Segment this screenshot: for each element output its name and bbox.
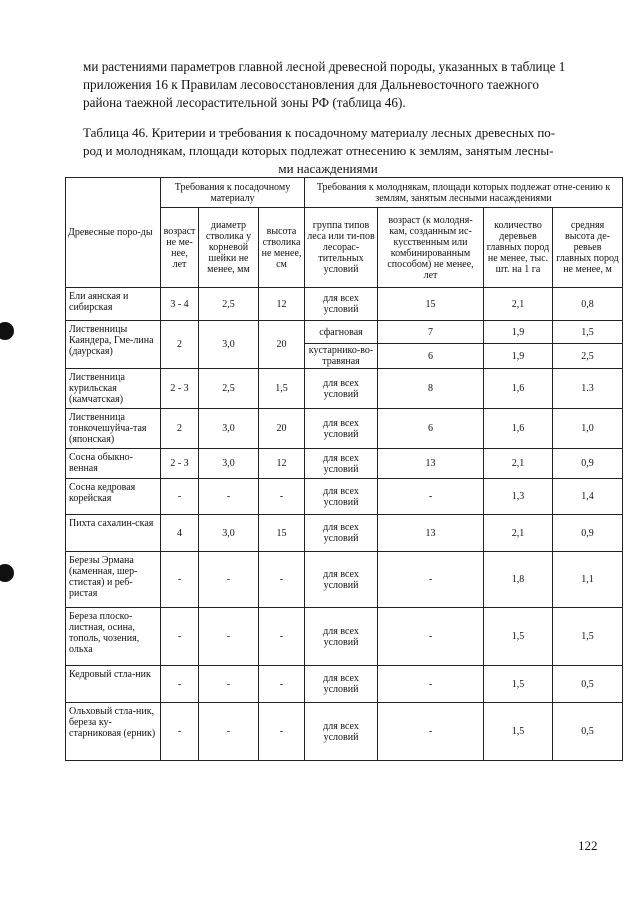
age-cell: - [161,703,199,761]
age-cell: - [161,479,199,515]
young-age-cell: - [378,479,484,515]
height-cell: 1,5 [259,369,305,409]
diameter-cell: 3,0 [199,449,259,479]
header-young-stands: Требования к молоднякам, площади которых подлежат отне-сению к землям, занятым лесными насаждениями [305,178,623,208]
intro-line: приложения 16 к Правилам лесовосстановления для Дальневосточного таежного [83,77,539,92]
species-cell: Сосна кедровая корейская [66,479,161,515]
avg-height-cell: 0,9 [553,449,623,479]
avg-height-cell: 1,0 [553,409,623,449]
tree-count-cell: 1,5 [484,608,553,666]
age-cell: 3 - 4 [161,288,199,321]
forest-group-cell: для всех условий [305,479,378,515]
table-row [66,479,623,515]
tree-count-cell: 2,1 [484,449,553,479]
diameter-cell: - [199,666,259,703]
height-cell: - [259,479,305,515]
table-row [66,288,623,321]
young-age-cell: 7 [378,321,484,344]
young-age-cell: 13 [378,449,484,479]
height-cell: - [259,552,305,608]
forest-group-cell: сфагновая [305,321,378,344]
forest-group-cell: для всех условий [305,703,378,761]
tree-count-cell: 1,6 [484,369,553,409]
tree-count-cell: 1,5 [484,703,553,761]
height-cell: - [259,703,305,761]
age-cell: - [161,666,199,703]
age-cell: 2 - 3 [161,369,199,409]
tree-count-cell: 1,3 [484,479,553,515]
caption-line: ми насаждениями [278,161,378,176]
age-cell: 2 [161,409,199,449]
table-row [66,703,623,761]
height-cell: 12 [259,288,305,321]
young-age-cell: 6 [378,344,484,369]
species-cell: Ольховый стла-ник, береза ку-старниковая (ерник) [66,703,161,761]
forest-group-cell: для всех условий [305,409,378,449]
avg-height-cell: 0,9 [553,515,623,552]
diameter-cell: 3,0 [199,321,259,369]
age-cell: 4 [161,515,199,552]
forest-group-cell: для всех условий [305,288,378,321]
young-age-cell: - [378,608,484,666]
avg-height-cell: 2,5 [553,344,623,369]
avg-height-cell: 1,4 [553,479,623,515]
forest-group-cell: для всех условий [305,608,378,666]
header-avg-height: средняя высота де-ревьев главных пород не менее, м [553,208,623,288]
age-cell: - [161,608,199,666]
avg-height-cell: 0,5 [553,666,623,703]
species-cell: Сосна обыкно-венная [66,449,161,479]
avg-height-cell: 0,5 [553,703,623,761]
avg-height-cell: 1,5 [553,608,623,666]
table-row [66,369,623,409]
table-row [66,449,623,479]
age-cell: - [161,552,199,608]
age-cell: 2 - 3 [161,449,199,479]
header-forest-group: группа типов леса или ти-пов лесорас-тительных условий [305,208,378,288]
height-cell: 15 [259,515,305,552]
header-tree-count: количество деревьев главных пород не менее, тыс. шт. на 1 га [484,208,553,288]
header-planting-material: Требования к посадочному материалу [161,178,305,208]
diameter-cell: - [199,552,259,608]
species-cell: Лиственница курильская (камчатская) [66,369,161,409]
caption-line: Таблица 46. Критерии и требования к посадочному материалу лесных древесных по- [83,125,556,140]
punch-hole [0,322,14,340]
forest-group-cell: для всех условий [305,552,378,608]
header-species: Древесные поро-ды [66,178,161,288]
height-cell: 12 [259,449,305,479]
table-caption [83,124,613,178]
forest-group-cell: для всех условий [305,369,378,409]
diameter-cell: 2,5 [199,288,259,321]
height-cell: 20 [259,321,305,369]
tree-count-cell: 2,1 [484,288,553,321]
table-row [66,321,623,344]
species-cell: Березы Эрмана (каменная, шер-стистая) и реб-ристая [66,552,161,608]
diameter-cell: 2,5 [199,369,259,409]
avg-height-cell: 1.3 [553,369,623,409]
intro-line: ми растениями параметров главной лесной древесной породы, указанных в таблице 1 [83,59,566,74]
age-cell: 2 [161,321,199,369]
avg-height-cell: 1,1 [553,552,623,608]
height-cell: - [259,666,305,703]
species-cell: Береза плоско-листная, осина, тополь, чозения, ольха [66,608,161,666]
tree-count-cell: 1,8 [484,552,553,608]
forest-group-cell: для всех условий [305,515,378,552]
caption-line: род и молоднякам, площади которых подлежат отнесению к землям, занятым лесны- [83,143,554,158]
punch-hole [0,564,14,582]
avg-height-cell: 1,5 [553,321,623,344]
species-cell: Лиственницы Каяндера, Гме-лина (даурская) [66,321,161,369]
height-cell: 20 [259,409,305,449]
young-age-cell: - [378,703,484,761]
young-age-cell: 15 [378,288,484,321]
tree-count-cell: 1,9 [484,321,553,344]
species-cell: Ели аянская и сибирская [66,288,161,321]
tree-count-cell: 1,6 [484,409,553,449]
table-row [66,552,623,608]
diameter-cell: 3,0 [199,409,259,449]
species-cell: Лиственница тонкочешуйча-тая (японская) [66,409,161,449]
avg-height-cell: 0,8 [553,288,623,321]
criteria-table [65,177,623,761]
header-age: возраст не ме-нее, лет [161,208,199,288]
species-cell: Пихта сахалин-ская [66,515,161,552]
tree-count-cell: 1,5 [484,666,553,703]
intro-paragraph [83,58,613,112]
forest-group-cell: кустарнико-во-травяная [305,344,378,369]
table-row [66,515,623,552]
table-row [66,409,623,449]
young-age-cell: 13 [378,515,484,552]
young-age-cell: - [378,552,484,608]
header-height: высота стволика не менее, см [259,208,305,288]
table-body [66,288,623,761]
species-cell: Кедровый стла-ник [66,666,161,703]
intro-line: района таежной лесорастительной зоны РФ (таблица 46). [83,95,406,110]
diameter-cell: 3,0 [199,515,259,552]
table-row [66,608,623,666]
forest-group-cell: для всех условий [305,666,378,703]
tree-count-cell: 1,9 [484,344,553,369]
diameter-cell: - [199,479,259,515]
young-age-cell: - [378,666,484,703]
table-row [66,666,623,703]
header-young-age: возраст (к молодня-кам, созданным ис-кусственным или комбинированным способом) не менее, лет [378,208,484,288]
page-number: 122 [578,838,598,853]
tree-count-cell: 2,1 [484,515,553,552]
young-age-cell: 6 [378,409,484,449]
height-cell: - [259,608,305,666]
diameter-cell: - [199,608,259,666]
header-diameter: диаметр стволика у корневой шейки не менее, мм [199,208,259,288]
diameter-cell: - [199,703,259,761]
young-age-cell: 8 [378,369,484,409]
forest-group-cell: для всех условий [305,449,378,479]
